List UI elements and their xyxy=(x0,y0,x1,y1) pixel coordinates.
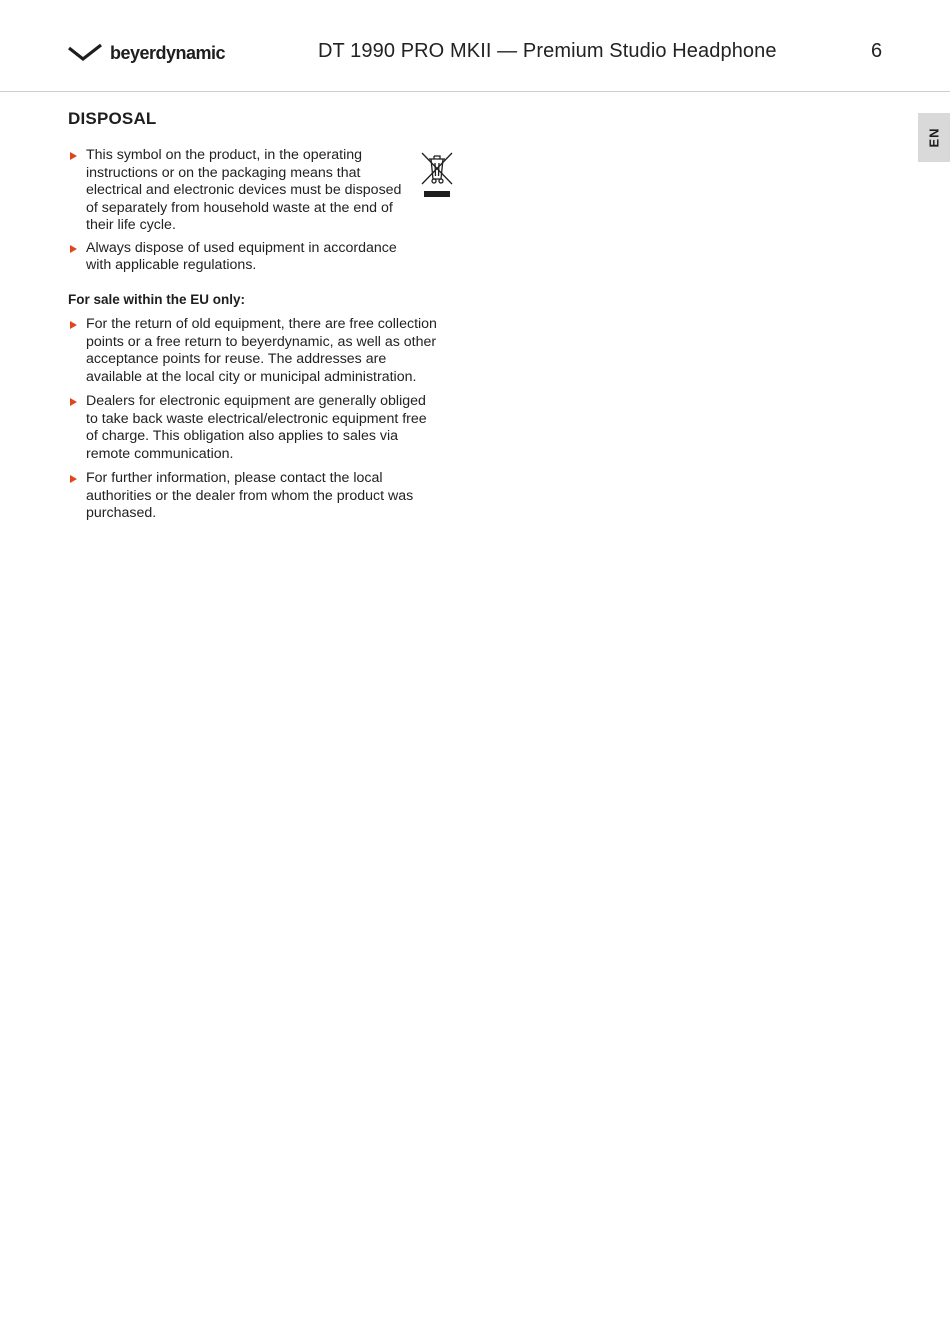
list-item-text: This symbol on the product, in the operating instructions or on the packaging means that electrical and electronic devices must be disposed of separately from household waste at the end of their life cycle. xyxy=(86,147,402,233)
language-tab-label: EN xyxy=(926,127,942,148)
list-item-text: Always dispose of used equipment in accordance with applicable regulations. xyxy=(86,239,397,273)
brand-name: beyerdynamic xyxy=(110,42,226,63)
list-item xyxy=(68,316,438,386)
weee-crossed-bin-icon xyxy=(419,151,455,199)
brand-logo xyxy=(68,40,225,66)
bullet-triangle-icon xyxy=(70,152,77,160)
bullet-triangle-icon xyxy=(70,321,77,329)
list-item-text: For the return of old equipment, there are free collection points or a free return to beyerdynamic, as well as other acceptance points for reuse. The addresses are available at the local city or municipal administration. xyxy=(86,316,437,385)
list-item-text: For further information, please contact the local authorities or the dealer from whom the product was purchased. xyxy=(86,470,414,521)
page-header xyxy=(0,0,950,92)
page-number: 6 xyxy=(871,40,883,62)
list-item-text: Dealers for electronic equipment are generally obliged to take back waste electrical/electronic equipment free of charge. This obligation also applies to sales via remote communication. xyxy=(86,393,427,462)
list-item xyxy=(68,470,438,523)
bullet-triangle-icon xyxy=(70,398,77,406)
list-item xyxy=(68,393,438,463)
language-tab[interactable] xyxy=(918,113,950,162)
list-item xyxy=(68,240,408,275)
eu-bullet-list xyxy=(68,316,438,530)
eu-subheading: For sale within the EU only: xyxy=(68,292,246,307)
list-item xyxy=(68,147,408,235)
beyerdynamic-logo-icon xyxy=(68,42,102,64)
document-title: DT 1990 PRO MKII — Premium Studio Headphone xyxy=(318,40,777,62)
section-title: DISPOSAL xyxy=(68,109,157,128)
disposal-bullet-list xyxy=(68,147,408,280)
bullet-triangle-icon xyxy=(70,475,77,483)
bullet-triangle-icon xyxy=(70,245,77,253)
